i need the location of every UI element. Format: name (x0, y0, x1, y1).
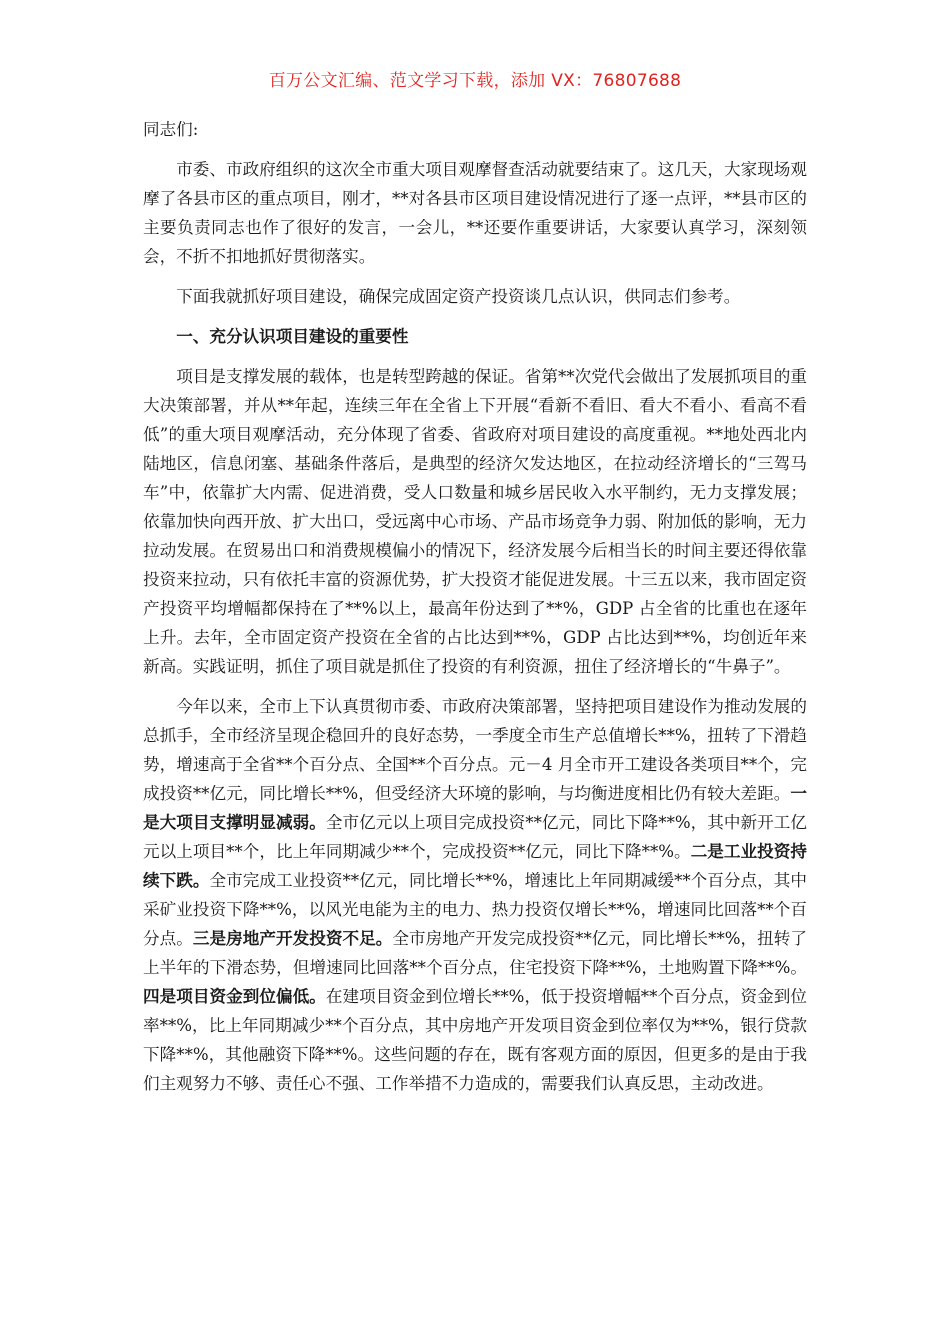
status-text-5: 在建项目资金到位增长**%，低于投资增幅**个百分点，资金到位率**%，比上年同期减少**个百分点，其中房地产开发项目资金到位率仅为**%，银行贷款下降**%，其他融资下降**%。这些问题的存在，既有客观方面的原因，但更多的是由于我们主观努力不够、责任心不强、工作举措不力造成的，需要我们认真反思，主动改进。 (143, 987, 807, 1093)
importance-paragraph: 项目是支撑发展的载体，也是转型跨越的保证。省第**次党代会做出了发展抓项目的重大决策部署，并从**年起，连续三年在全省上下开展“看新不看旧、看大不看小、看高不看低”的重大项目观摩活动，充分体现了省委、省政府对项目建设的高度重视。**地处西北内陆地区，信息闭塞、基础条件落后，是典型的经济欠发达地区，在拉动经济增长的“三驾马车”中，依靠扩大内需、促进消费，受人口数量和城乡居民收入水平制约，无力支撑发展；依靠加快向西开放、扩大出口，受远离中心市场、产品市场竞争力弱、附加低的影响，无力拉动发展。在贸易出口和消费规模偏小的情况下，经济发展今后相当长的时间主要还得依靠投资来拉动，只有依托丰富的资源优势，扩大投资才能促进发展。十三五以来，我市固定资产投资平均增幅都保持在了**%以上，最高年份达到了**%，GDP 占全省的比重也在逐年上升。去年，全市固定资产投资在全省的占比达到**%，GDP 占比达到**%，均创近年来新高。实践证明，抓住了项目就是抓住了投资的有利资源，扭住了经济增长的“牛鼻子”。 (143, 367, 807, 676)
document-body (143, 115, 807, 1109)
opening-paragraph: 市委、市政府组织的这次全市重大项目观摩督查活动就要结束了。这几天，大家现场观摩了各县市区的重点项目，刚才，**对各县市区项目建设情况进行了逐一点评，**县市区的主要负责同志也作了很好的发言，一会儿，**还要作重要讲话，大家要认真学习，深刻领会，不折不扣地抓好贯彻落实。 (143, 160, 807, 266)
point-2-bold: 二是工业投资持续下跌。 (143, 841, 808, 890)
status-text-1: 今年以来，全市上下认真贯彻市委、市政府决策部署，坚持把项目建设作为推动发展的总抓手，全市经济呈现企稳回升的良好态势，一季度全市生产总值增长**%，扭转了下滑趋势，增速高于全省**个百分点、全国**个百分点。元－4 月全市开工建设各类项目**个，完成投资**亿元，同比增长**%，但受经济大环境的影响，与均衡进度相比仍有较大差距。 (143, 697, 807, 803)
salutation: 同志们: (143, 120, 199, 139)
status-text-3: 全市完成工业投资**亿元，同比增长**%，增速比上年同期减缓**个百分点，其中采矿业投资下降**%，以风光电能为主的电力、热力投资仅增长**%，增速同比回落**个百分点。 (143, 871, 808, 948)
status-paragraph (143, 692, 807, 1098)
point-3-bold: 三是房地产开发投资不足。 (192, 928, 393, 948)
status-text-2: 全市亿元以上项目完成投资**亿元，同比下降**%，其中新开工亿元以上项目**个，比上年同期减少**个，完成投资**亿元，同比下降**%。 (143, 813, 807, 861)
intro-paragraph: 下面我就抓好项目建设，确保完成固定资产投资谈几点认识，供同志们参考。 (176, 287, 741, 306)
status-text-4: 全市房地产开发完成投资**亿元，同比增长**%，扭转了上半年的下滑态势，但增速同比回落**个百分点，住宅投资下降**%，土地购置下降**%。 (143, 929, 808, 977)
point-1-bold: 一是大项目支撑明显减弱。 (143, 783, 807, 832)
section-heading-1: 一、充分认识项目建设的重要性 (176, 326, 409, 346)
download-banner: 百万公文汇编、范文学习下载，添加 VX：76807688 (268, 71, 682, 91)
point-4-bold: 四是项目资金到位偏低。 (143, 986, 326, 1006)
